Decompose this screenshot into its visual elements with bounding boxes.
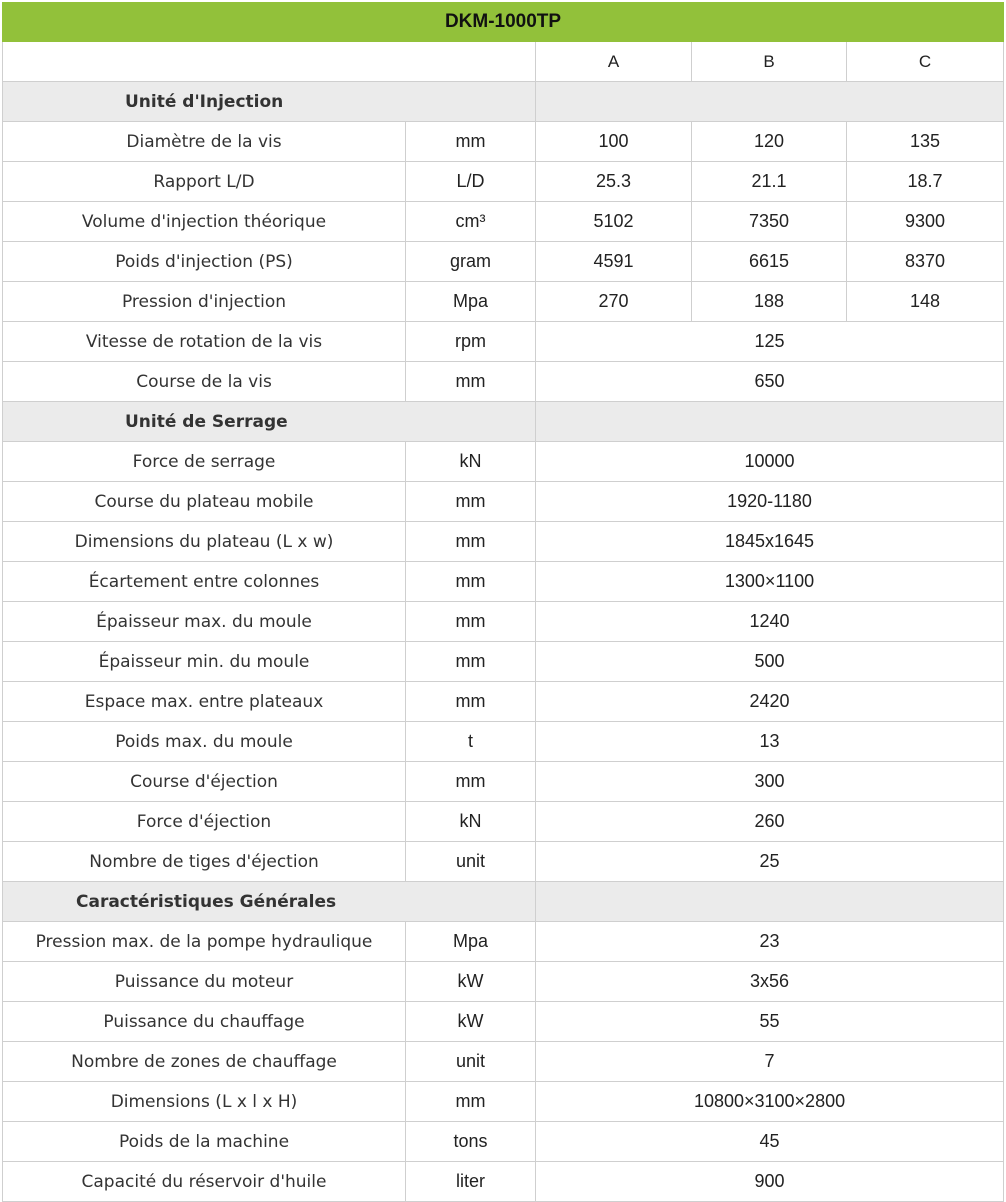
spec-unit: unit — [406, 1042, 536, 1082]
spec-label: Poids max. du moule — [3, 722, 406, 762]
section-title: Caractéristiques Générales — [3, 882, 536, 922]
spec-value: 300 — [536, 762, 1004, 802]
spec-label: Poids de la machine — [3, 1122, 406, 1162]
spec-unit: mm — [406, 762, 536, 802]
spec-label: Écartement entre colonnes — [3, 562, 406, 602]
spec-value: 45 — [536, 1122, 1004, 1162]
spec-value-a: 5102 — [536, 202, 692, 242]
spec-value-b: 7350 — [692, 202, 847, 242]
spec-label: Course du plateau mobile — [3, 482, 406, 522]
spec-row — [3, 242, 1004, 282]
spec-label: Vitesse de rotation de la vis — [3, 322, 406, 362]
spec-label: Force d'éjection — [3, 802, 406, 842]
spec-sheet — [2, 2, 1003, 1202]
spec-label: Puissance du chauffage — [3, 1002, 406, 1042]
spec-unit: mm — [406, 362, 536, 402]
spec-value: 500 — [536, 642, 1004, 682]
spec-row — [3, 1042, 1004, 1082]
spec-row — [3, 122, 1004, 162]
spec-unit: kW — [406, 962, 536, 1002]
section-title: Unité de Serrage — [3, 402, 536, 442]
section-blank-cell — [536, 882, 1004, 922]
column-header-a: A — [536, 42, 692, 82]
spec-unit: mm — [406, 482, 536, 522]
spec-row — [3, 682, 1004, 722]
spec-value-b: 21.1 — [692, 162, 847, 202]
section-row — [3, 82, 1004, 122]
spec-label: Force de serrage — [3, 442, 406, 482]
spec-label: Course d'éjection — [3, 762, 406, 802]
section-title: Unité d'Injection — [3, 82, 536, 122]
header-blank-cell — [3, 42, 536, 82]
spec-unit: L/D — [406, 162, 536, 202]
spec-unit: mm — [406, 562, 536, 602]
spec-label: Volume d'injection théorique — [3, 202, 406, 242]
spec-value-c: 148 — [847, 282, 1004, 322]
spec-unit: mm — [406, 602, 536, 642]
spec-unit: t — [406, 722, 536, 762]
spec-value-a: 25.3 — [536, 162, 692, 202]
spec-unit: kN — [406, 442, 536, 482]
spec-unit: mm — [406, 122, 536, 162]
spec-unit: liter — [406, 1162, 536, 1202]
spec-unit: mm — [406, 682, 536, 722]
spec-unit: mm — [406, 642, 536, 682]
spec-unit: tons — [406, 1122, 536, 1162]
section-row — [3, 882, 1004, 922]
spec-row — [3, 1002, 1004, 1042]
spec-label: Pression d'injection — [3, 282, 406, 322]
table-title: DKM-1000TP — [3, 3, 1004, 42]
spec-row — [3, 162, 1004, 202]
section-row — [3, 402, 1004, 442]
spec-unit: mm — [406, 522, 536, 562]
spec-row — [3, 962, 1004, 1002]
spec-unit: gram — [406, 242, 536, 282]
spec-label: Nombre de tiges d'éjection — [3, 842, 406, 882]
spec-row — [3, 762, 1004, 802]
spec-value-a: 270 — [536, 282, 692, 322]
spec-unit: mm — [406, 1082, 536, 1122]
spec-unit: cm³ — [406, 202, 536, 242]
spec-label: Pression max. de la pompe hydraulique — [3, 922, 406, 962]
spec-row — [3, 322, 1004, 362]
spec-value: 1240 — [536, 602, 1004, 642]
spec-value-a: 100 — [536, 122, 692, 162]
spec-unit: unit — [406, 842, 536, 882]
section-blank-cell — [536, 402, 1004, 442]
spec-row — [3, 842, 1004, 882]
spec-label: Rapport L/D — [3, 162, 406, 202]
spec-value: 1300×1100 — [536, 562, 1004, 602]
spec-value-b: 6615 — [692, 242, 847, 282]
spec-row — [3, 522, 1004, 562]
spec-row — [3, 362, 1004, 402]
column-header-b: B — [692, 42, 847, 82]
spec-unit: kW — [406, 1002, 536, 1042]
spec-row — [3, 202, 1004, 242]
spec-unit: Mpa — [406, 922, 536, 962]
spec-value: 25 — [536, 842, 1004, 882]
spec-row — [3, 922, 1004, 962]
spec-label: Diamètre de la vis — [3, 122, 406, 162]
spec-value: 1845x1645 — [536, 522, 1004, 562]
spec-value-a: 4591 — [536, 242, 692, 282]
spec-value: 125 — [536, 322, 1004, 362]
spec-value: 7 — [536, 1042, 1004, 1082]
spec-value-b: 120 — [692, 122, 847, 162]
spec-label: Course de la vis — [3, 362, 406, 402]
spec-label: Épaisseur max. du moule — [3, 602, 406, 642]
title-row — [3, 3, 1004, 42]
spec-value-c: 8370 — [847, 242, 1004, 282]
spec-value-c: 135 — [847, 122, 1004, 162]
spec-value-c: 18.7 — [847, 162, 1004, 202]
spec-row — [3, 642, 1004, 682]
spec-unit: Mpa — [406, 282, 536, 322]
spec-row — [3, 1122, 1004, 1162]
spec-value-c: 9300 — [847, 202, 1004, 242]
spec-value: 2420 — [536, 682, 1004, 722]
spec-value: 10000 — [536, 442, 1004, 482]
spec-row — [3, 482, 1004, 522]
spec-value: 900 — [536, 1162, 1004, 1202]
column-header-c: C — [847, 42, 1004, 82]
spec-value: 1920-1180 — [536, 482, 1004, 522]
spec-value: 10800×3100×2800 — [536, 1082, 1004, 1122]
spec-label: Puissance du moteur — [3, 962, 406, 1002]
spec-label: Espace max. entre plateaux — [3, 682, 406, 722]
spec-label: Dimensions (L x l x H) — [3, 1082, 406, 1122]
spec-row — [3, 1162, 1004, 1202]
spec-row — [3, 562, 1004, 602]
spec-row — [3, 802, 1004, 842]
spec-label: Épaisseur min. du moule — [3, 642, 406, 682]
spec-row — [3, 722, 1004, 762]
spec-value-b: 188 — [692, 282, 847, 322]
spec-value: 23 — [536, 922, 1004, 962]
spec-value: 260 — [536, 802, 1004, 842]
spec-table — [2, 2, 1004, 1202]
spec-label: Nombre de zones de chauffage — [3, 1042, 406, 1082]
spec-unit: kN — [406, 802, 536, 842]
spec-row — [3, 1082, 1004, 1122]
spec-value: 13 — [536, 722, 1004, 762]
header-row — [3, 42, 1004, 82]
spec-value: 3x56 — [536, 962, 1004, 1002]
spec-row — [3, 282, 1004, 322]
spec-label: Dimensions du plateau (L x w) — [3, 522, 406, 562]
spec-label: Poids d'injection (PS) — [3, 242, 406, 282]
spec-value: 650 — [536, 362, 1004, 402]
spec-row — [3, 602, 1004, 642]
spec-value: 55 — [536, 1002, 1004, 1042]
spec-label: Capacité du réservoir d'huile — [3, 1162, 406, 1202]
section-blank-cell — [536, 82, 1004, 122]
spec-row — [3, 442, 1004, 482]
spec-unit: rpm — [406, 322, 536, 362]
